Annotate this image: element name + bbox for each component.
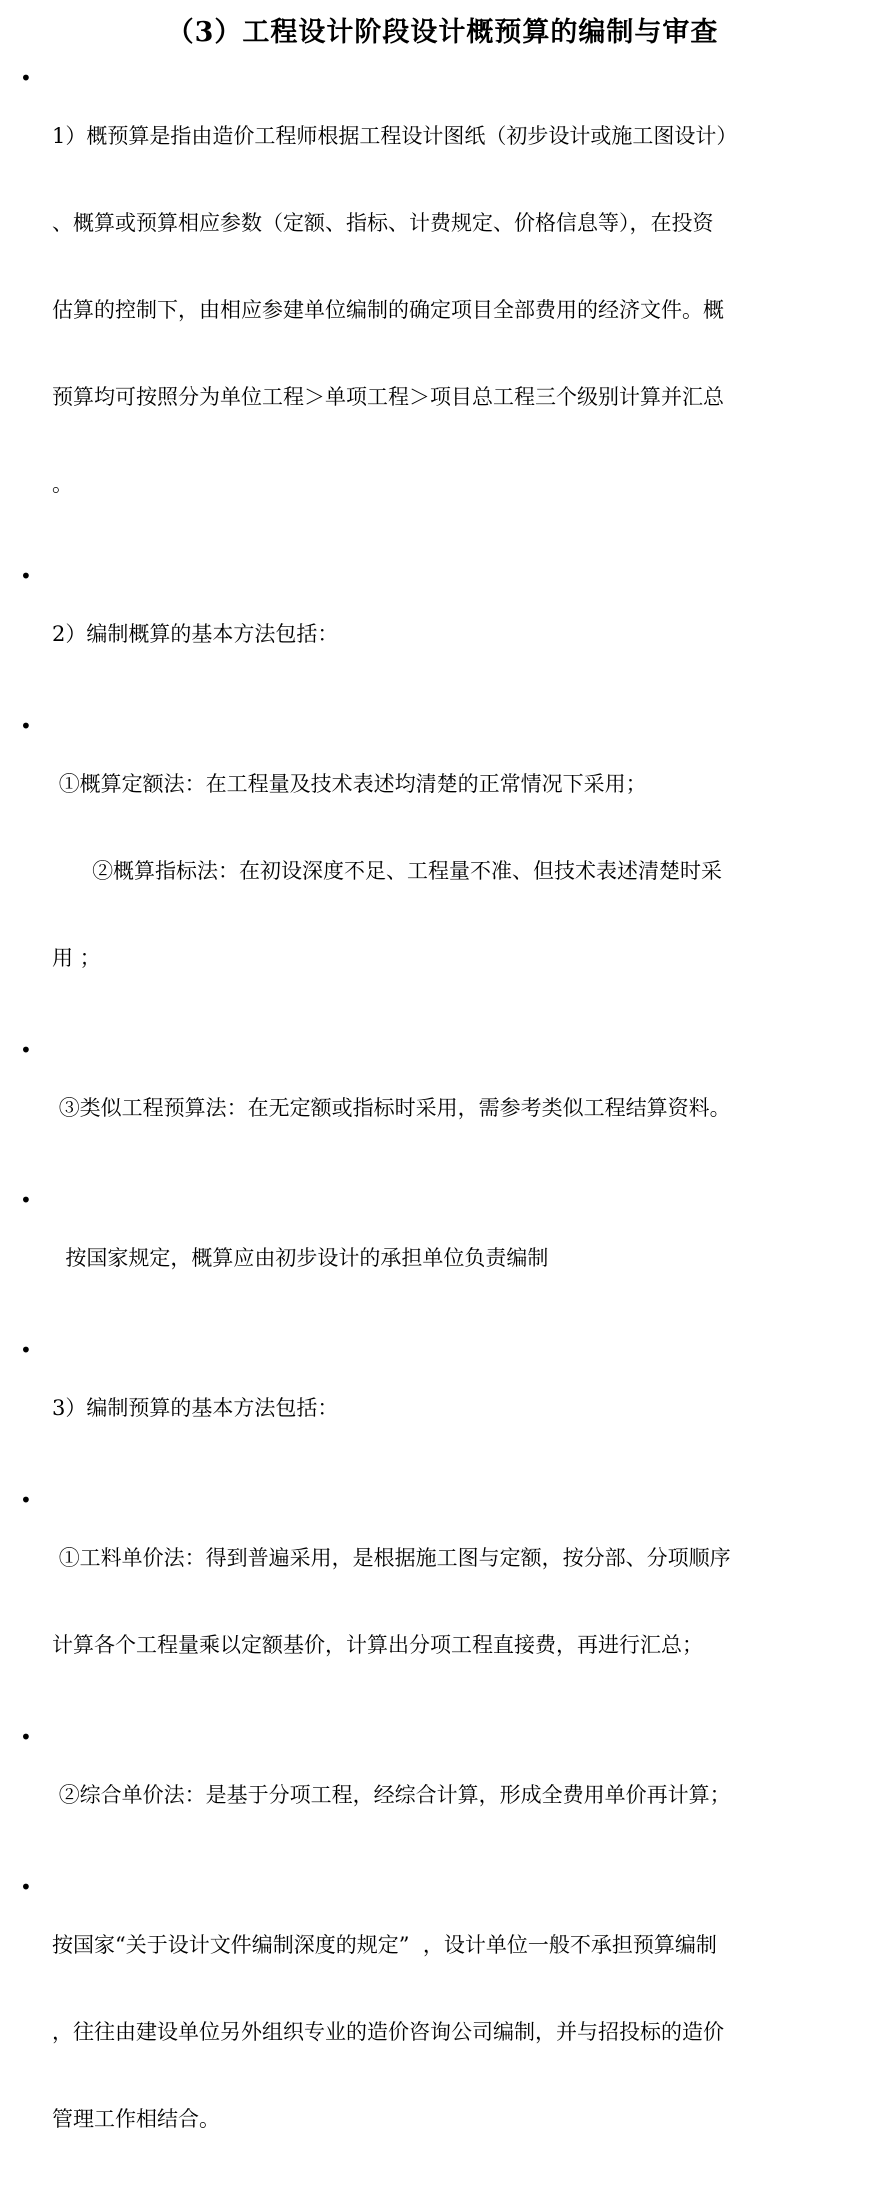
bullet-text	[52, 1036, 863, 1181]
bullet-line: 3）编制预算的基本方法包括：	[52, 1396, 339, 1420]
bullet-list	[18, 64, 863, 2197]
bullet-item	[18, 1336, 863, 1481]
bullet-line: ，往往由建设单位另外组织专业的造价咨询公司编制，并与招投标的造价	[52, 2020, 724, 2044]
bullet-line: ①概算定额法：在工程量及技术表述均清楚的正常情况下采用；	[52, 772, 647, 796]
bullet-dot-icon: •	[20, 714, 32, 738]
bullet-dot-icon: •	[20, 1038, 32, 1062]
bullet-text	[52, 562, 863, 707]
bullet-line: ②概算指标法：在初设深度不足、工程量不准、但技术表述清楚时采	[52, 859, 723, 883]
bullet-text	[52, 1723, 863, 1868]
bullet-dot-icon: •	[20, 1875, 32, 1899]
bullet-dot-icon: •	[20, 1338, 32, 1362]
bullet-line: 按国家“关于设计文件编制深度的规定” ，设计单位一般不承担预算编制	[52, 1933, 717, 1957]
bullet-line: ①工料单价法：得到普遍采用，是根据施工图与定额，按分部、分项顺序	[52, 1546, 731, 1570]
bullet-item	[18, 712, 863, 1031]
bullet-item	[18, 1036, 863, 1181]
bullet-item	[18, 562, 863, 707]
bullet-item	[18, 64, 863, 557]
bullet-item	[18, 1486, 863, 1718]
bullet-line: 1）概预算是指由造价工程师根据工程设计图纸（初步设计或施工图设计）	[52, 124, 738, 148]
bullet-dot-icon: •	[20, 1725, 32, 1749]
bullet-dot-icon: •	[20, 1488, 32, 1512]
bullet-line: 管理工作相结合。	[52, 2107, 220, 2131]
bullet-line: 预算均可按照分为单位工程＞单项工程＞项目总工程三个级别计算并汇总	[52, 385, 724, 409]
bullet-line: 按国家规定，概算应由初步设计的承担单位负责编制	[52, 1246, 549, 1270]
bullet-line: 、概算或预算相应参数（定额、指标、计费规定、价格信息等），在投资	[52, 211, 714, 235]
bullet-line: 估算的控制下，由相应参建单位编制的确定项目全部费用的经济文件。概	[52, 298, 724, 322]
bullet-text	[52, 1486, 863, 1718]
bullet-text	[52, 712, 863, 1031]
bullet-line: ②综合单价法：是基于分项工程，经综合计算，形成全费用单价再计算；	[52, 1783, 731, 1807]
bullet-text	[52, 1186, 863, 1331]
bullet-dot-icon: •	[20, 564, 32, 588]
bullet-item	[18, 1723, 863, 1868]
bullet-dot-icon: •	[20, 1188, 32, 1212]
bullet-line: 2）编制概算的基本方法包括：	[52, 622, 339, 646]
bullet-text	[52, 1336, 863, 1481]
bullet-line: ③类似工程预算法：在无定额或指标时采用，需参考类似工程结算资料。	[52, 1096, 731, 1120]
bullet-line: 。	[52, 472, 73, 496]
bullet-item	[18, 1873, 863, 2192]
bullet-dot-icon: •	[20, 66, 32, 90]
bullet-line: 用 ；	[52, 946, 101, 970]
bullet-text	[52, 64, 863, 557]
slide-title: （3）工程设计阶段设计概预算的编制与审查	[166, 17, 719, 48]
bullet-text	[52, 1873, 863, 2192]
bullet-line: 计算各个工程量乘以定额基价，计算出分项工程直接费，再进行汇总；	[52, 1633, 703, 1657]
bullet-item	[18, 1186, 863, 1331]
